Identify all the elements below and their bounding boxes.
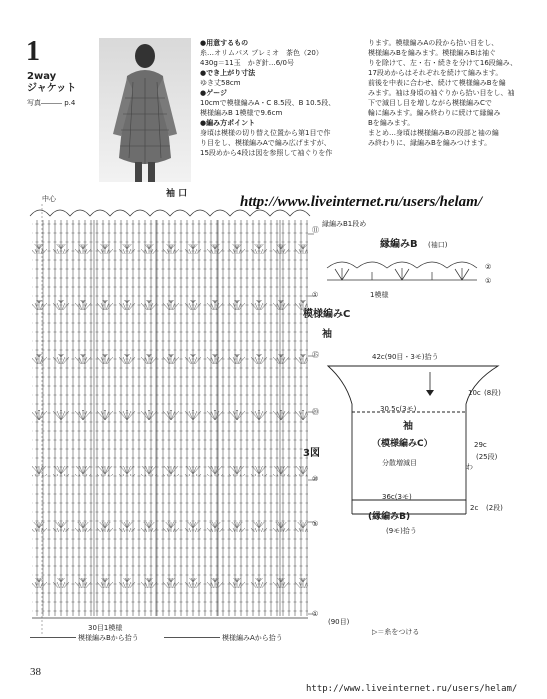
pickup-a-rule bbox=[164, 637, 220, 638]
points-text-2: り目をし、模様編みAで編み広げますが、 bbox=[200, 139, 331, 147]
instruction-line: 前後を中表に合わせ、続けて模様編みBを編 bbox=[368, 79, 506, 87]
row-mark: ⑮ bbox=[312, 351, 319, 359]
points-text-3: 15段めから4段は図を参照して袖ぐりを作 bbox=[200, 149, 333, 157]
pickup-a-label: 模様編みAから拾う bbox=[222, 634, 283, 642]
row-mark: ⑳ bbox=[312, 408, 319, 416]
watermark-bottom: http://www.liveinternet.ru/users/helam/ bbox=[306, 684, 518, 694]
row-mark: ① bbox=[312, 610, 319, 618]
sleeve-right2: 29c bbox=[474, 441, 487, 449]
title-line2: ジャケット bbox=[27, 83, 77, 94]
edge-row-2: ② bbox=[485, 263, 492, 271]
materials-block bbox=[200, 38, 350, 158]
sleeve-top-measure: 42c(90目・3モ)拾う bbox=[372, 353, 439, 361]
size-heading: ●でき上がり寸法 bbox=[200, 69, 256, 77]
sleeve-note: 分散増減目 bbox=[382, 459, 417, 467]
model-figure-icon bbox=[99, 38, 191, 182]
row-mark: ⑤ bbox=[312, 520, 319, 528]
sleeve-pattern: （模様編みC） bbox=[372, 439, 433, 449]
edge-detail-title: 縁編みB bbox=[380, 239, 418, 250]
instruction-line: み終わりに、縁編みBを編みつけます。 bbox=[368, 139, 492, 147]
instruction-line: 模様編みBを編みます。模様編みBは袖ぐ bbox=[368, 49, 497, 57]
chart-side-label: 3図 bbox=[303, 448, 320, 459]
gauge-text-1: 10cmで模様編みA・C 8.5段、B 10.5段、 bbox=[200, 99, 336, 107]
edge-detail-chart bbox=[325, 252, 485, 292]
title-line1: 2way bbox=[27, 71, 57, 82]
points-heading: ●編み方ポイント bbox=[200, 119, 256, 127]
gauge-text-2: 模様編みB 1模様で9.6cm bbox=[200, 109, 283, 117]
center-label: 中心 bbox=[42, 195, 56, 203]
edge-detail-subtitle: (袖口) bbox=[428, 241, 448, 249]
sleeve-right2-rows: (25段) bbox=[476, 453, 498, 461]
sleeve-center-name: 袖 bbox=[403, 421, 413, 432]
watermark-top: http://www.liveinternet.ru/users/helam/ bbox=[240, 194, 482, 210]
amount-text: 430g＝11玉 かぎ針…6/0号 bbox=[200, 59, 294, 67]
instruction-line: みます。袖は身頃の袖ぐりから拾い目をし、袖 bbox=[368, 89, 515, 97]
instruction-line: 17段めからはそれぞれを続けて編みます。 bbox=[368, 69, 503, 77]
sleeve-bottom-measure: 36c(3モ) bbox=[382, 493, 412, 501]
instruction-line: まとめ…身頃は模様編みBの段部と袖の編 bbox=[368, 129, 499, 137]
instruction-line: Bを編みます。 bbox=[368, 119, 415, 127]
sleeve-edge-label: (縁編みB) bbox=[368, 512, 411, 522]
model-photo bbox=[99, 38, 191, 182]
instruction-line: 下で減目し目を増しながら模様編みCで bbox=[368, 99, 492, 107]
pattern-number: 1 bbox=[26, 36, 40, 67]
sleeve-right3: 2c bbox=[470, 504, 479, 512]
row-mark: ⑩ bbox=[312, 475, 319, 483]
edge-row-1: ① bbox=[485, 277, 492, 285]
chart-title: 袖 口 bbox=[166, 189, 188, 199]
edge-repeat-label: 1模様 bbox=[370, 291, 389, 299]
pattern-repeat-label: 30目1模様 bbox=[88, 624, 123, 632]
sleeve-right1: 10c bbox=[468, 389, 481, 397]
stitch-count-label: (90目) bbox=[328, 618, 350, 626]
sleeve-bottom-sub: (9モ)拾う bbox=[386, 527, 417, 535]
instruction-line: りを除けて、左・右・続きを分けて16段編み、 bbox=[368, 59, 518, 67]
materials-heading: ●用意するもの bbox=[200, 39, 249, 47]
instruction-line: ります。模様編みAの段から拾い目をし、 bbox=[368, 39, 499, 47]
row-mark: ① bbox=[312, 291, 319, 299]
sleeve-top-sub: 30.5c(3モ) bbox=[380, 405, 417, 413]
pickup-b-label: 模様編みBから拾う bbox=[78, 634, 139, 642]
pickup-b-rule bbox=[30, 637, 76, 638]
sleeve-right2-side: わ bbox=[466, 463, 473, 471]
instruction-line: 輪に編みます。編み終わりに続けて縁編み bbox=[368, 109, 501, 117]
legend-text: ▷＝糸をつける bbox=[372, 628, 420, 636]
size-text: ゆき丈58cm bbox=[200, 79, 241, 87]
page-number: 38 bbox=[30, 666, 41, 678]
sleeve-pattern-c-title: 模様編みC bbox=[303, 309, 351, 320]
sleeve-right1-rows: (8段) bbox=[484, 389, 501, 397]
instructions-block bbox=[368, 38, 538, 148]
row-mark: ⑪ bbox=[312, 226, 319, 234]
yarn-text: 糸…オリムパス プレミオ 茶色（20） bbox=[200, 49, 323, 57]
gauge-heading: ●ゲージ bbox=[200, 89, 227, 97]
points-text-1: 身頃は模様の切り替え位置から第1目で作 bbox=[200, 129, 331, 137]
sleeve-title: 袖 bbox=[322, 329, 332, 340]
sleeve-right3-rows: (2段) bbox=[486, 504, 503, 512]
photo-reference: 写真――― p.4 bbox=[27, 99, 76, 107]
edge-b-label: 縁編みB1段め bbox=[322, 220, 367, 228]
crochet-chart bbox=[28, 204, 320, 634]
